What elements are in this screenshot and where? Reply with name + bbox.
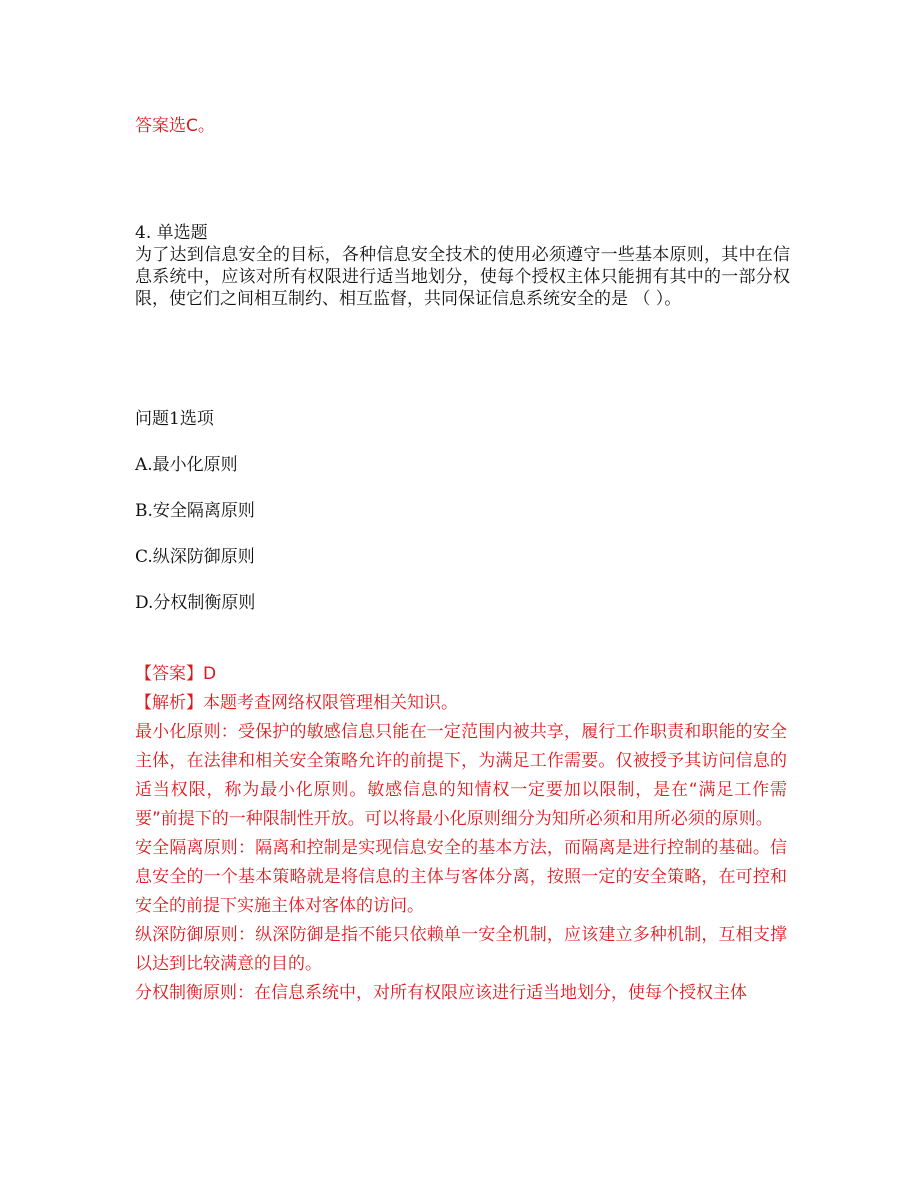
question-type: 4. 单选题 (135, 223, 208, 243)
question-text: 为了达到信息安全的目标，各种信息安全技术的使用必须遵守一些基本原则，其中在信息系统中，应该对所有权限进行适当地划分，使每个授权主体只能拥有其中的一部分权限，使它们之间相互制约、相互监督，共同保证信息系统安全的是 （ ）。 (135, 245, 790, 309)
options-block (135, 406, 790, 636)
option-a: A.最小化原则 (135, 455, 238, 475)
options-heading: 问题1选项 (135, 409, 214, 429)
analysis-paragraph-separation-of-powers: 分权制衡原则：在信息系统中，对所有权限应该进行适当地划分，使每个授权主体 (135, 983, 747, 1003)
question-block (135, 222, 790, 310)
analysis-block (135, 660, 787, 1008)
option-d: D.分权制衡原则 (135, 593, 256, 613)
option-c: C.纵深防御原则 (135, 547, 255, 567)
analysis-intro: 【解析】本题考查网络权限管理相关知识。 (135, 693, 458, 713)
analysis-paragraph-defense-in-depth: 纵深防御原则：纵深防御是指不能只依赖单一安全机制，应该建立多种机制，互相支撑以达到比较满意的目的。 (135, 925, 787, 974)
option-b: B.安全隔离原则 (135, 501, 255, 521)
analysis-paragraph-isolation: 安全隔离原则：隔离和控制是实现信息安全的基本方法，而隔离是进行控制的基础。信息安全的一个基本策略就是将信息的主体与客体分离，按照一定的安全策略，在可控和安全的前提下实施主体对客体的访问。 (135, 838, 787, 916)
previous-answer: 答案选C。 (135, 116, 215, 136)
analysis-paragraph-minimization: 最小化原则：受保护的敏感信息只能在一定范围内被共享，履行工作职责和职能的安全主体，在法律和相关安全策略允许的前提下，为满足工作需要。仅被授予其访问信息的适当权限，称为最小化原则。敏感信息的知情权一定要加以限制，是在“满足工作需要”前提下的一种限制性开放。可以将最小化原则细分为知所必须和用所必须的原则。 (135, 722, 787, 829)
answer-label: 【答案】D (135, 664, 217, 684)
